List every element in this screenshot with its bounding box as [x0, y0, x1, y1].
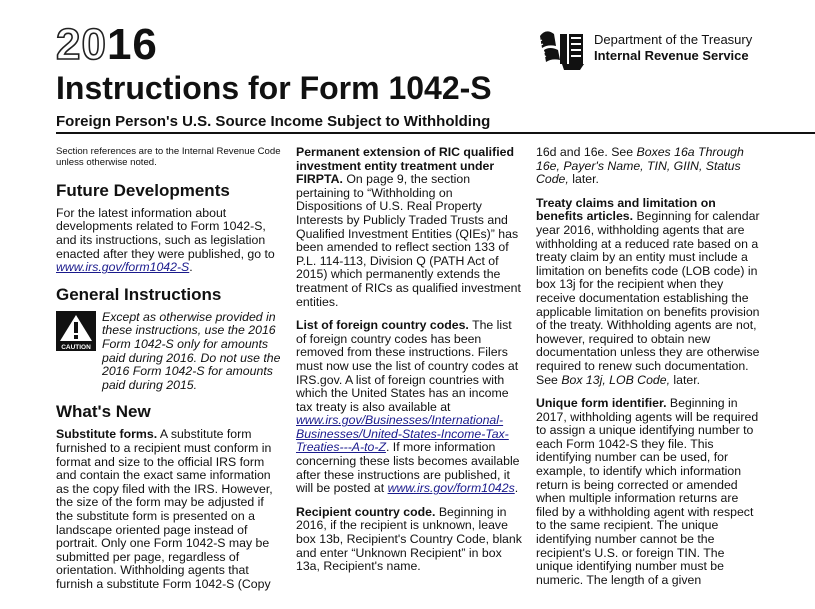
column-2	[296, 146, 522, 584]
ric-extension-paragraph: Permanent extension of RIC qualified investment entity treatment under FIRPTA. On page 9, the section pertaining to “Withholding on Dispositions of U.S. Real Property Interests by Publicly Traded Trusts and Qualified Investment Entities (QIEs)” has been amended to reflect section 133 of P.L. 114-113, Division Q (PATH Act of 2015) which permanently extends the treatment of RICs as qualified investment entities.	[296, 145, 521, 309]
column-3	[536, 146, 762, 597]
whats-new-heading: What's New	[56, 402, 151, 422]
column-1	[56, 146, 282, 601]
general-instructions-heading: General Instructions	[56, 284, 222, 304]
tax-treaties-link[interactable]: www.irs.gov/Businesses/International-Businesses/United-States-Income-Tax-Treaties---A-to-Z	[296, 413, 509, 455]
caution-label: CAUTION	[61, 343, 91, 351]
continued-paragraph: 16d and 16e. See Boxes 16a Through 16e, Payer's Name, TIN, GIIN, Status Code, later.	[536, 145, 744, 187]
irs-form1042s-link[interactable]: www.irs.gov/form1042-S	[56, 260, 190, 275]
caution-text: Except as otherwise provided in these instructions, use the 2016 Form 1042-S only for amounts paid during 2016. Do not use the 2016 Form 1042-S for amounts paid during 2015.	[102, 309, 281, 392]
page-title: Instructions for Form 1042-S	[56, 70, 492, 106]
caution-icon	[56, 311, 96, 351]
recipient-country-code-paragraph: Recipient country code. Beginning in 2016, if the recipient is unknown, leave box 13b, Recipient's Country Code, blank and enter “Unknown Recipient” in box 13a, Recipient's name.	[296, 504, 522, 574]
unique-identifier-paragraph: Unique form identifier. Beginning in 2017, withholding agents will be required to assign a unique identifying number to each Form 1042-S they file. This identifying number can be used, for example, to identify which information return is being corrected or amended when multiple information returns are filed by a withholding agent with respect to the same recipient. The unique identifying number cannot be the recipient's U.S. or foreign TIN. The unique identifying number must be numeric. The length of a given	[536, 396, 759, 587]
department-name	[594, 32, 752, 64]
page-subtitle: Foreign Person's U.S. Source Income Subject to Withholding	[56, 113, 491, 130]
irs-form1042s-link-2[interactable]: www.irs.gov/form1042s	[387, 481, 515, 496]
caution-note	[56, 311, 282, 393]
section-references-note: Section references are to the Internal Revenue Code unless otherwise noted.	[56, 146, 281, 169]
form-year: 2016	[56, 20, 158, 69]
substitute-forms-paragraph: Substitute forms. A substitute form furnished to a recipient must conform in format and size to the official IRS form and contain the exact same information as the copy filed with the IRS. However, the size of the form may be adjusted if the substitute form is presented on a landscape oriented page instead of portrait. Only one Form 1042-S may be submitted per page, regardless of orientation. Withholding agents that furnish a substitute Form 1042-S (Copy	[56, 427, 273, 591]
treaty-claims-paragraph: Treaty claims and limitation on benefits articles. Beginning for calendar year 2016, withholding agents that are withholding at a reduced rate based on a treaty claim by an entity must include a limitation on benefits code (LOB code) in box 13j for the recipient when they receive documentation establishing the applicable limitation on benefits provision of the treaty. Withholding agents are not, however, required to obtain new documentation unless they are otherwise required to renew such documentation. See Box 13j, LOB Code, later.	[536, 195, 760, 387]
header-rule	[56, 132, 815, 134]
future-developments-text: For the latest information about developments related to Form 1042-S, and its instructions, such as legislation enacted after they were published, go to www.irs.gov/form1042-S.	[56, 205, 275, 275]
future-developments-heading: Future Developments	[56, 180, 230, 200]
country-codes-paragraph: List of foreign country codes. The list of foreign country codes has been removed from these instructions. Filers must now use the list of country codes at IRS.gov. A list of foreign countries with which the United States has an income tax treaty is also available at www.irs.gov/Businesses/International-Businesses/United-States-Income-Tax-Treaties---A-to-Z. If more information concerning these lists becomes available after these instructions are published, it will be posted at www.irs.gov/form1042s.	[296, 318, 520, 496]
dept-irs: Internal Revenue Service	[594, 48, 749, 63]
irs-eagle-logo-icon	[536, 26, 590, 72]
dept-treasury: Department of the Treasury	[594, 32, 753, 47]
